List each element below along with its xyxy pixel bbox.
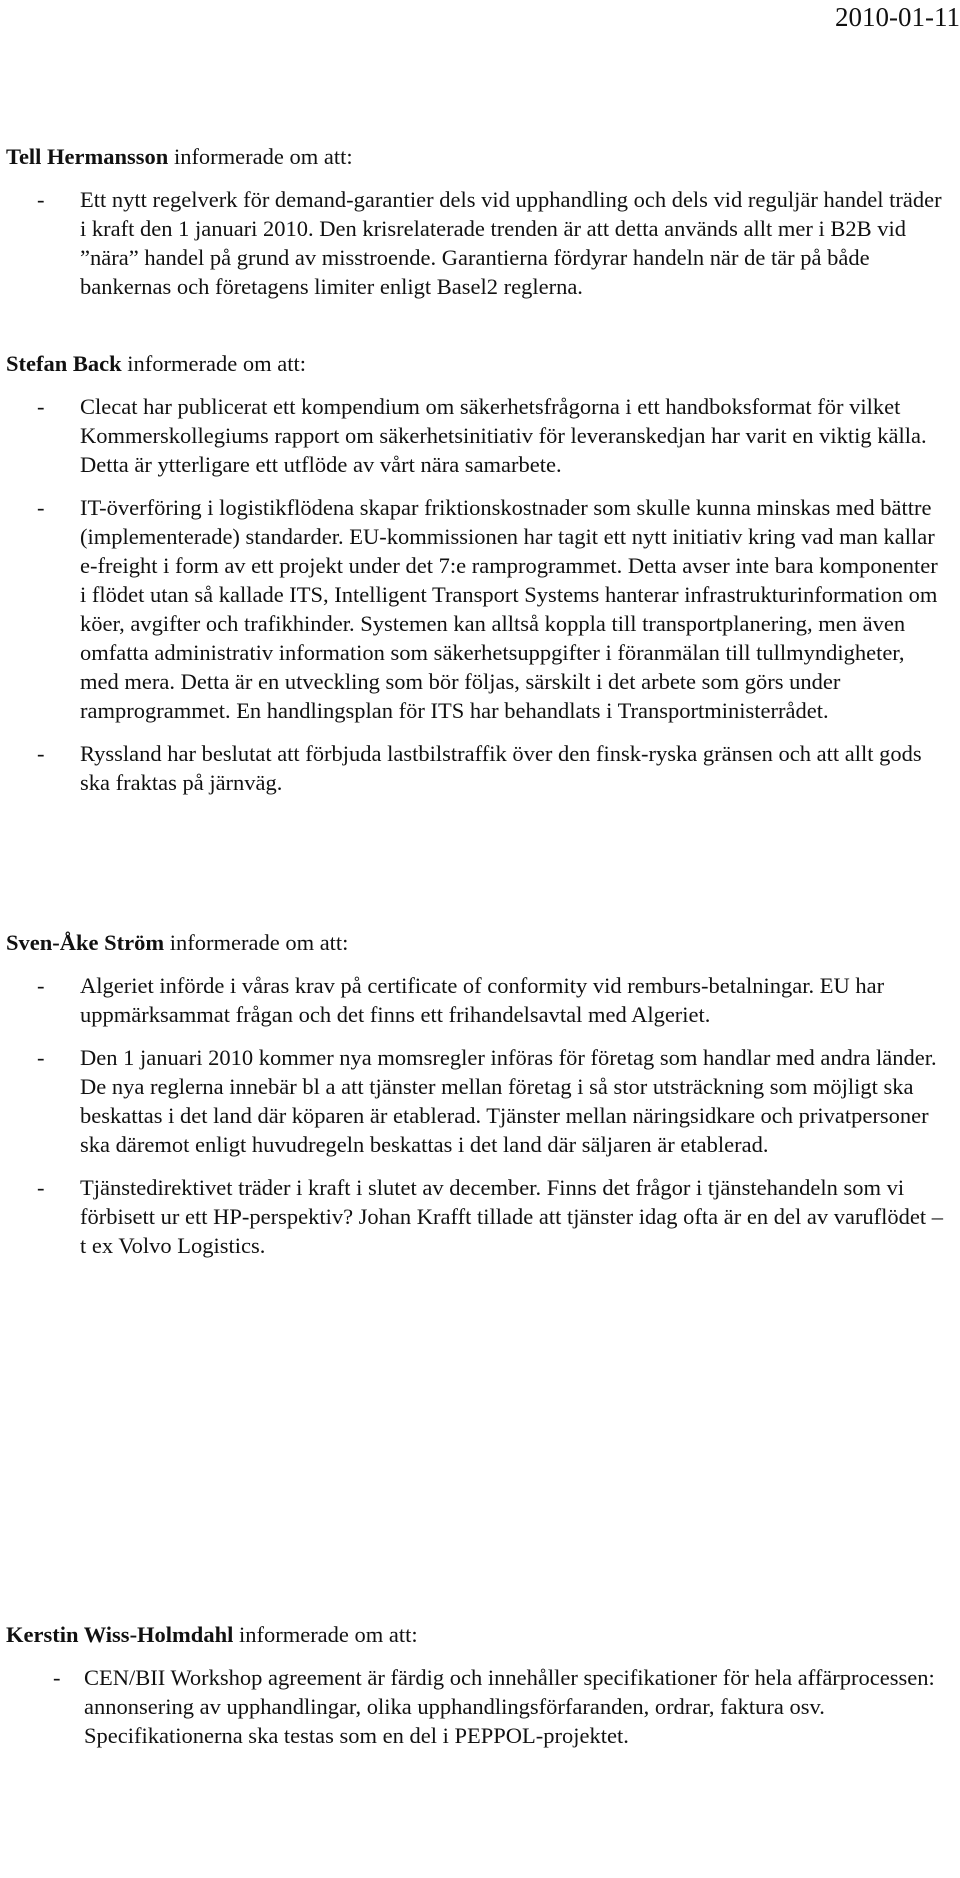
item-text: Tjänstedirektivet träder i kraft i slutet av december. Finns det frågor i tjänstehandeln som vi förbisett ur ett HP-perspektiv? Johan Krafft tillade att tjänster idag ofta är en del av varuflödet – t ex Volvo Logistics. — [80, 1175, 944, 1258]
dash-bullet: - — [37, 1045, 45, 1070]
list-item — [6, 1663, 946, 1750]
document-date: 2010-01-11 — [835, 2, 960, 32]
section-tell-hermansson — [6, 142, 946, 315]
section-stefan-back — [6, 349, 946, 811]
dash-bullet: - — [37, 187, 45, 212]
speaker-name: Sven-Åke Ström — [6, 930, 165, 955]
item-text: IT-överföring i logistikflödena skapar friktionskostnader som skulle kunna minskas med bättre (implementerade) standarder. EU-kommissionen har tagit ett nytt initiativ kring vad man kallar e-freight i form av ett projekt under det 7:e ramprogrammet. Detta avser inte bara komponenter i flödet utan så kallade ITS, Intelligent Transport Systems hanterar infrastrukturinformation om köer, avgifter och trafikhinder. Systemen kan alltså koppla till transportplanering, men även omfatta administrativ information som säkerhetsuppgifter i föranmälan till tullmyndigheter, med mera. Detta är en utveckling som bör följas, särskilt i det arbete som görs under ramprogrammet. En handlingsplan för ITS har behandlats i Transportministerrådet. — [80, 495, 938, 723]
list-item — [6, 739, 946, 797]
section-heading — [6, 142, 946, 171]
dash-bullet: - — [37, 495, 45, 520]
section-sven-ake-strom — [6, 928, 946, 1274]
heading-suffix: informerade om att: — [168, 144, 353, 169]
dash-bullet: - — [53, 1665, 61, 1690]
list-item — [6, 1043, 946, 1159]
item-text: Ett nytt regelverk för demand-garantier dels vid upphandling och dels vid reguljär handel träder i kraft den 1 januari 2010. Den krisrelaterade trenden är att detta används allt mer i B2B vid ”nära” handel på grund av misstroende. Garantierna fördyrar handeln när de tär på både bankernas och företagens limiter enligt Basel2 reglerna. — [80, 187, 942, 299]
list-item — [6, 493, 946, 725]
dash-bullet: - — [37, 394, 45, 419]
heading-suffix: informerade om att: — [121, 351, 306, 376]
speaker-name: Tell Hermansson — [6, 144, 169, 169]
item-text: Den 1 januari 2010 kommer nya momsregler införas för företag som handlar med andra länder. De nya reglerna innebär bl a att tjänster mellan företag i så stor utsträckning som möjligt ska beskattas i det land där köparen är etablerad. Tjänster mellan näringsidkare och privatpersoner ska däremot enligt huvudregeln beskattas i det land där säljaren är etablerad. — [80, 1045, 937, 1157]
section-kerstin-wiss-holmdahl — [6, 1620, 946, 1764]
section-heading — [6, 1620, 946, 1649]
section-heading — [6, 349, 946, 378]
list-item — [6, 971, 946, 1029]
speaker-name: Stefan Back — [6, 351, 122, 376]
section-heading — [6, 928, 946, 957]
list-item — [6, 185, 946, 301]
item-text: Ryssland har beslutat att förbjuda lastbilstraffik över den finsk-ryska gränsen och att allt gods ska fraktas på järnväg. — [80, 741, 922, 795]
dash-bullet: - — [37, 741, 45, 766]
item-text: Algeriet införde i våras krav på certificate of conformity vid remburs-betalningar. EU har uppmärksammat frågan och det finns ett frihandelsavtal med Algeriet. — [80, 973, 885, 1027]
list-item — [6, 1173, 946, 1260]
dash-bullet: - — [37, 973, 45, 998]
heading-suffix: informerade om att: — [164, 930, 349, 955]
item-text: CEN/BII Workshop agreement är färdig och innehåller specifikationer för hela affärprocessen: annonsering av upphandlingar, olika upphandlingsförfaranden, ordrar, faktura osv. Specifikationerna ska testas som en del i PEPPOL-projektet. — [84, 1665, 935, 1748]
dash-bullet: - — [37, 1175, 45, 1200]
item-text: Clecat har publicerat ett kompendium om säkerhetsfrågorna i ett handboksformat för vilket Kommerskollegiums rapport om säkerhetsinitiativ för leveranskedjan har varit en viktig källa. Detta är ytterligare ett utflöde av vårt nära samarbete. — [80, 394, 927, 477]
speaker-name: Kerstin Wiss-Holmdahl — [6, 1622, 234, 1647]
heading-suffix: informerade om att: — [233, 1622, 418, 1647]
list-item — [6, 392, 946, 479]
